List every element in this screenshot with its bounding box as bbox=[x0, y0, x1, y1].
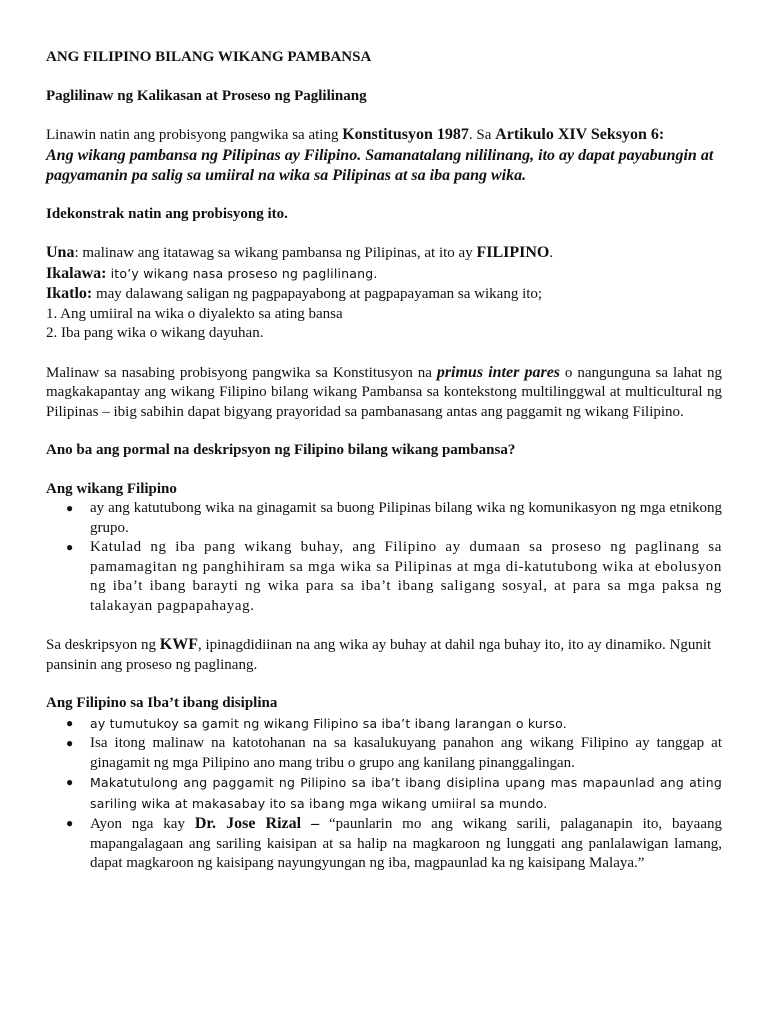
bullet-text: Isa itong malinaw na katotohanan na sa kasalukuyang panahon ang wikang Filipino ay tanggap at ginagamit ng mga Pilipino ano mang tribu o grupo ang kanilang pinanggalingan. bbox=[90, 735, 722, 771]
kwf-bold: KWF bbox=[159, 636, 198, 653]
una-text: : malinaw ang itatawag sa wikang pambansa ng Pilipinas, at ito ay bbox=[74, 245, 477, 261]
bullet-dot-icon: ● bbox=[66, 775, 74, 789]
rizal-name: Dr. Jose Rizal – bbox=[194, 815, 320, 832]
section1-bullets bbox=[46, 499, 722, 616]
bullet-text: Katulad ng iba pang wikang buhay, ang Filipino ay dumaan sa proseso ng paglinang sa pamamagitan ng panghihiram sa mga wika sa Pilipinas at mga di-katutubong wika at ebolusyon ng iba’t ibang barayti ng wika para sa iba’t ibang saligang sosyal, at para sa mga paksa ng talakayan pagpapahayag. bbox=[90, 539, 722, 614]
list-item bbox=[46, 499, 722, 538]
bullet-dot-icon: ● bbox=[66, 736, 74, 750]
kwf-text-2: , ipinagdidiinan na ang wika ay buhay at dahil nga buhay ito, ito ay dinamiko. Ngunit pansinin ang proseso ng paglinang. bbox=[46, 637, 712, 673]
section2-heading: Ang Filipino sa Iba’t ibang disiplina bbox=[46, 695, 278, 711]
bullet-text: ay ang katutubong wika na ginagamit sa buong Pilipinas bilang wika ng komunikasyon ng mga etnikong grupo. bbox=[90, 500, 722, 536]
article-quote: Ang wikang pambansa ng Pilipinas ay Filipino. Samanatalang nililinang, ito ay dapat payabungin at pagyamanin pa salig sa umiiral na wika sa Pilipinas at sa iba pang wika. bbox=[46, 146, 714, 184]
deconstruct-heading: Idekonstrak natin ang probisyong ito. bbox=[46, 205, 288, 222]
bullet-dot-icon: ● bbox=[66, 501, 74, 515]
document-page bbox=[46, 48, 722, 874]
list-item bbox=[46, 734, 722, 773]
intro-text-2: . Sa bbox=[468, 127, 496, 143]
question-heading: Ano ba ang pormal na deskripsyon ng Filipino bilang wikang pambansa? bbox=[46, 442, 516, 458]
ikalawa-label: Ikalawa: bbox=[46, 264, 107, 282]
una-bold: FILIPINO bbox=[476, 244, 550, 261]
bullet-dot-icon: ● bbox=[66, 715, 74, 730]
artikulo-ref: Artikulo XIV Seksyon 6: bbox=[495, 126, 665, 143]
primus-text-2: o nangunguna sa lahat ng magkakapantay ang wikang Filipino bilang wikang Pambansa sa kontekstong multilinggwal at multicultural ng Pilipinas – ibig sabihin dapat bigyang prayoridad sa pambanasang antas ang paggamit ng wikang Filipino. bbox=[46, 364, 722, 420]
list-item bbox=[46, 714, 722, 735]
bullet-text: Makatutulong ang paggamit ng Pilipino sa iba’t ibang disiplina upang mas mapaunlad ang ating sariling wika at makasabay ito sa ibang mga wikang umiiral sa mundo. bbox=[90, 775, 722, 811]
section1-heading: Ang wikang Filipino bbox=[46, 480, 177, 497]
bullet-dot-icon: ● bbox=[66, 816, 74, 830]
point-una bbox=[46, 243, 722, 264]
section-wikang-filipino bbox=[46, 480, 722, 617]
konstitusyon-ref: Konstitusyon 1987 bbox=[342, 126, 469, 143]
document-subtitle: Paglilinaw ng Kalikasan at Proseso ng Paglilinang bbox=[46, 87, 367, 104]
primus-paragraph bbox=[46, 363, 722, 423]
ikatlo-label: Ikatlo: bbox=[46, 285, 93, 302]
una-label: Una bbox=[46, 244, 75, 261]
bullet-text-2: “paunlarin mo ang wikang sarili, palaganapin ito, bayaang mapangalagaan ang sariling kaisipan at sa halip na magkaroon ng lunggati ang panlalawigan lamang, dapat magkaroon ng kaisipang nayungyungan ng iba, magpaunlad ka ng kaisipang Malaya.” bbox=[90, 816, 722, 871]
list-item bbox=[46, 773, 722, 814]
kwf-text-1: Sa deskripsyon ng bbox=[46, 637, 160, 653]
point-ikalawa bbox=[46, 264, 722, 285]
primus-emph: primus inter pares bbox=[436, 363, 561, 381]
list-item bbox=[46, 538, 722, 616]
intro-line bbox=[46, 125, 722, 146]
intro-paragraph bbox=[46, 125, 722, 186]
bullet-dot-icon: ● bbox=[66, 540, 74, 554]
primus-text-1: Malinaw sa nasabing probisyong pangwika sa Konstitusyon na bbox=[46, 364, 437, 381]
ikatlo-text: may dalawang saligan ng pagpapayabong at pagpapayaman sa wikang ito; bbox=[92, 286, 543, 302]
section2-bullets bbox=[46, 714, 722, 874]
point-ikatlo bbox=[46, 284, 722, 305]
provision-points bbox=[46, 243, 722, 344]
numbered-item-1: 1. Ang umiiral na wika o diyalekto sa ating bansa bbox=[46, 305, 343, 322]
section-disiplina bbox=[46, 694, 722, 874]
kwf-paragraph bbox=[46, 635, 722, 675]
bullet-text: ay tumutukoy sa gamit ng wikang Filipino sa iba’t ibang larangan o kurso. bbox=[90, 715, 567, 731]
document-title: ANG FILIPINO BILANG WIKANG PAMBANSA bbox=[46, 49, 372, 65]
ikalawa-text: ito’y wikang nasa proseso ng paglilinang. bbox=[106, 265, 378, 281]
una-end: . bbox=[549, 245, 554, 261]
list-item bbox=[46, 814, 722, 874]
bullet-text-1: Ayon nga kay bbox=[90, 816, 195, 832]
numbered-item-2: 2. Iba pang wika o wikang dayuhan. bbox=[46, 325, 264, 341]
intro-text-1: Linawin natin ang probisyong pangwika sa ating bbox=[46, 127, 343, 143]
